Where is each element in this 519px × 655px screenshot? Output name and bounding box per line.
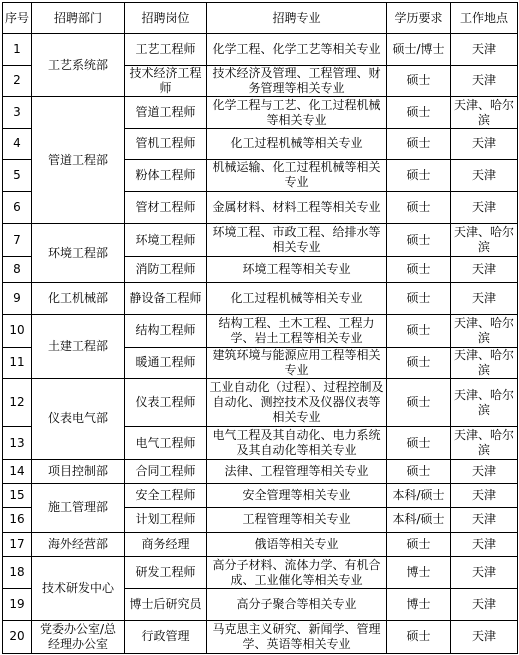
- row-no: 18: [3, 556, 32, 588]
- row-loc: 天津: [451, 34, 518, 65]
- row-major: 工程管理等相关专业: [207, 508, 387, 532]
- row-major: 机械运输、化工过程机械等相关专业: [207, 159, 387, 191]
- row-loc: 天津: [451, 532, 518, 556]
- row-no: 11: [3, 347, 32, 378]
- row-edu: 硕士: [387, 620, 451, 654]
- row-major: 安全管理等相关专业: [207, 484, 387, 508]
- row-loc: 天津: [451, 508, 518, 532]
- dept-cell: 管道工程部: [32, 96, 125, 223]
- row-major: 金属材料、材料工程等相关专业: [207, 191, 387, 223]
- row-loc: 天津: [451, 620, 518, 654]
- row-major: 工业自动化（过程）、过程控制及自动化、测控技术及仪器仪表等相关专业: [207, 378, 387, 427]
- row-post: 消防工程师: [125, 256, 207, 282]
- dept-cell: 化工机械部: [32, 282, 125, 314]
- row-loc: 天津: [451, 191, 518, 223]
- row-edu: 硕士: [387, 256, 451, 282]
- dept-cell: 海外经营部: [32, 532, 125, 556]
- row-edu: 硕士: [387, 378, 451, 427]
- row-post: 管材工程师: [125, 191, 207, 223]
- row-post: 结构工程师: [125, 315, 207, 347]
- row-loc: 天津、哈尔滨: [451, 427, 518, 459]
- row-no: 8: [3, 256, 32, 282]
- header-seq: 序号: [3, 3, 32, 34]
- row-loc: 天津: [451, 256, 518, 282]
- row-loc: 天津、哈尔滨: [451, 315, 518, 347]
- dept-cell: 环境工程部: [32, 224, 125, 283]
- header-loc: 工作地点: [451, 3, 518, 34]
- row-post: 管道工程师: [125, 96, 207, 128]
- row-post: 暖通工程师: [125, 347, 207, 378]
- row-no: 1: [3, 34, 32, 65]
- row-major: 高分子聚合等相关专业: [207, 589, 387, 620]
- row-no: 15: [3, 484, 32, 508]
- recruitment-table: [2, 2, 518, 654]
- row-major: 化学工程、化学工艺等相关专业: [207, 34, 387, 65]
- row-edu: 硕士: [387, 282, 451, 314]
- row-post: 仪表工程师: [125, 378, 207, 427]
- row-major: 俄语等相关专业: [207, 532, 387, 556]
- table-row: [3, 459, 518, 483]
- row-edu: 博士: [387, 556, 451, 588]
- row-post: 合同工程师: [125, 459, 207, 483]
- row-major: 电气工程及其自动化、电力系统及其自动化等相关专业: [207, 427, 387, 459]
- row-major: 法律、工程管理等相关专业: [207, 459, 387, 483]
- row-no: 16: [3, 508, 32, 532]
- row-no: 19: [3, 589, 32, 620]
- row-loc: 天津: [451, 589, 518, 620]
- table-row: [3, 484, 518, 508]
- row-no: 3: [3, 96, 32, 128]
- header-edu: 学历要求: [387, 3, 451, 34]
- header-major: 招聘专业: [207, 3, 387, 34]
- row-no: 10: [3, 315, 32, 347]
- row-edu: 硕士: [387, 159, 451, 191]
- row-loc: 天津: [451, 556, 518, 588]
- row-loc: 天津、哈尔滨: [451, 224, 518, 256]
- header-dept: 招聘部门: [32, 3, 125, 34]
- row-edu: 硕士: [387, 427, 451, 459]
- row-major: 化学工程与工艺、化工过程机械等相关专业: [207, 96, 387, 128]
- row-edu: 硕士/博士: [387, 34, 451, 65]
- row-loc: 天津: [451, 282, 518, 314]
- row-post: 博士后研究员: [125, 589, 207, 620]
- row-no: 17: [3, 532, 32, 556]
- table-row: [3, 532, 518, 556]
- row-post: 工艺工程师: [125, 34, 207, 65]
- row-no: 20: [3, 620, 32, 654]
- table-row: [3, 620, 518, 654]
- row-edu: 硕士: [387, 191, 451, 223]
- row-post: 粉体工程师: [125, 159, 207, 191]
- row-post: 环境工程师: [125, 224, 207, 256]
- row-loc: 天津: [451, 129, 518, 159]
- table-row: [3, 556, 518, 588]
- row-loc: 天津、哈尔滨: [451, 96, 518, 128]
- row-major: 建筑环境与能源应用工程等相关专业: [207, 347, 387, 378]
- row-post: 技术经济工程师: [125, 65, 207, 96]
- row-major: 结构工程、土木工程、工程力学、岩土工程等相关专业: [207, 315, 387, 347]
- row-major: 环境工程等相关专业: [207, 256, 387, 282]
- row-loc: 天津: [451, 484, 518, 508]
- row-major: 化工过程机械等相关专业: [207, 282, 387, 314]
- header-row: [3, 3, 518, 34]
- table-row: [3, 34, 518, 65]
- row-loc: 天津: [451, 459, 518, 483]
- row-major: 化工过程机械等相关专业: [207, 129, 387, 159]
- dept-cell: 土建工程部: [32, 315, 125, 379]
- dept-cell: 党委办公室/总经理办公室: [32, 620, 125, 654]
- row-major: 高分子材料、流体力学、有机合成、工业催化等相关专业: [207, 556, 387, 588]
- row-edu: 硕士: [387, 129, 451, 159]
- row-major: 环境工程、市政工程、给排水等相关专业: [207, 224, 387, 256]
- row-major: 马克思主义研究、新闻学、管理学、英语等相关专业: [207, 620, 387, 654]
- table-row: [3, 378, 518, 427]
- row-post: 管机工程师: [125, 129, 207, 159]
- row-edu: 硕士: [387, 315, 451, 347]
- row-no: 13: [3, 427, 32, 459]
- row-no: 6: [3, 191, 32, 223]
- row-edu: 硕士: [387, 347, 451, 378]
- row-loc: 天津: [451, 65, 518, 96]
- row-major: 技术经济及管理、工程管理、财务管理等相关专业: [207, 65, 387, 96]
- row-edu: 本科/硕士: [387, 508, 451, 532]
- row-post: 安全工程师: [125, 484, 207, 508]
- dept-cell: 仪表电气部: [32, 378, 125, 459]
- row-no: 14: [3, 459, 32, 483]
- header-post: 招聘岗位: [125, 3, 207, 34]
- table-row: [3, 315, 518, 347]
- row-loc: 天津、哈尔滨: [451, 347, 518, 378]
- table-row: [3, 96, 518, 128]
- row-loc: 天津、哈尔滨: [451, 378, 518, 427]
- row-no: 5: [3, 159, 32, 191]
- row-edu: 硕士: [387, 459, 451, 483]
- row-post: 行政管理: [125, 620, 207, 654]
- row-no: 7: [3, 224, 32, 256]
- row-post: 商务经理: [125, 532, 207, 556]
- dept-cell: 项目控制部: [32, 459, 125, 483]
- row-no: 9: [3, 282, 32, 314]
- row-edu: 硕士: [387, 96, 451, 128]
- row-no: 12: [3, 378, 32, 427]
- dept-cell: 工艺系统部: [32, 34, 125, 97]
- row-edu: 博士: [387, 589, 451, 620]
- row-no: 4: [3, 129, 32, 159]
- table-row: [3, 224, 518, 256]
- row-edu: 本科/硕士: [387, 484, 451, 508]
- dept-cell: 技术研发中心: [32, 556, 125, 620]
- dept-cell: 施工管理部: [32, 484, 125, 533]
- table-row: [3, 282, 518, 314]
- row-edu: 硕士: [387, 532, 451, 556]
- row-post: 静设备工程师: [125, 282, 207, 314]
- row-edu: 硕士: [387, 65, 451, 96]
- row-edu: 硕士: [387, 224, 451, 256]
- row-post: 研发工程师: [125, 556, 207, 588]
- row-post: 电气工程师: [125, 427, 207, 459]
- row-post: 计划工程师: [125, 508, 207, 532]
- row-loc: 天津: [451, 159, 518, 191]
- row-no: 2: [3, 65, 32, 96]
